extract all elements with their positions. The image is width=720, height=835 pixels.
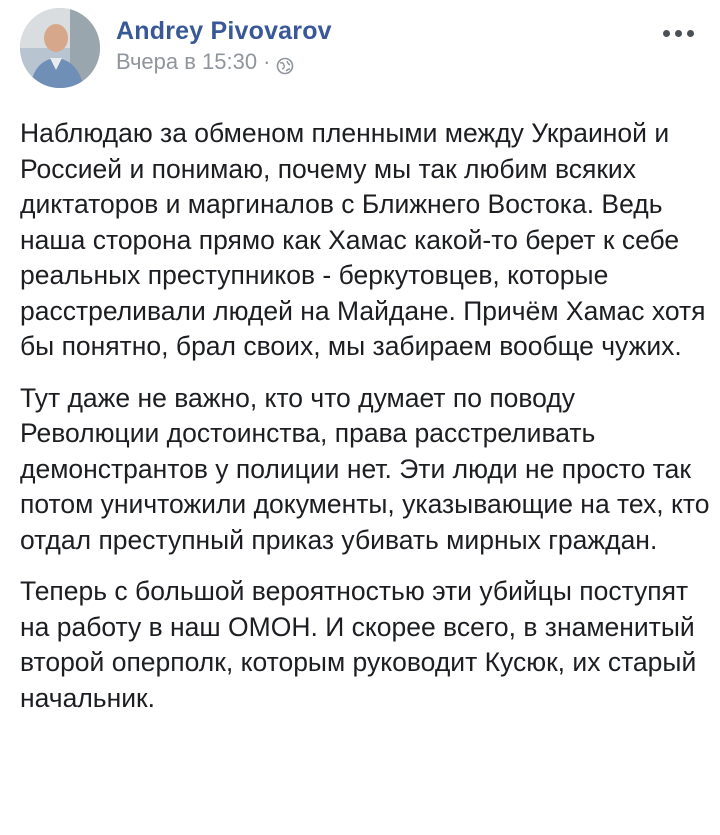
- separator: ·: [263, 49, 271, 74]
- post-content: [20, 116, 710, 732]
- globe-icon[interactable]: [276, 53, 294, 71]
- dot: [663, 30, 670, 37]
- author-name[interactable]: Andrey Pivovarov: [116, 17, 332, 45]
- post-paragraph-1: Наблюдаю за обменом пленными между Украиной и Россией и понимаю, почему мы так любим всяких диктаторов и маргиналов с Ближнего Востока. Ведь наша сторона прямо как Хамас какой-то берет к себе реальных преступников - беркутовцев, которые расстреливали людей на Майдане. Причём Хамас хотя бы понятно, брал своих, мы забираем вообще чужих.: [20, 118, 706, 361]
- timestamp[interactable]: Вчера в 15:30: [116, 49, 258, 74]
- post-meta: [116, 15, 332, 77]
- post-paragraph-3: Теперь с большой вероятностью эти убийцы поступят на работу в наш ОМОН. И скорее всего, в знаменитый второй оперполк, которым руководит Кусюк, их старый начальник.: [20, 576, 697, 713]
- post-paragraph-2: Тут даже не важно, кто что думает по поводу Революции достоинства, права расстреливать демонстрантов у полиции нет. Эти люди не просто так потом уничтожили документы, указывающие на тех, кто отдал преступный приказ убивать мирных граждан.: [20, 382, 710, 555]
- dot: [675, 30, 682, 37]
- more-options-icon[interactable]: [663, 30, 694, 37]
- avatar[interactable]: [20, 8, 100, 88]
- dot: [687, 30, 694, 37]
- post-timeline: [116, 47, 332, 77]
- post-header: [20, 8, 332, 88]
